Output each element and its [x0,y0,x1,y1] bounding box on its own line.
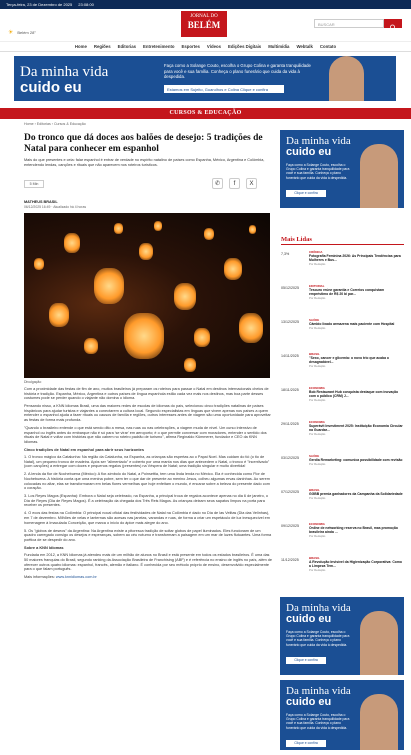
sidebar-ad-line1: Da minha vida [286,602,351,614]
article-lead: Mais do que presentes e ceia: falar espanhol é entrar de verdade no espírito natalino de países como Espanha, México, Argentina e Colômbia, entendendo lendas, canções e rituais que não aparecem nos roteiros turísticos. [24,158,265,167]
search-button[interactable] [384,19,402,28]
sidebar-ad-text: Faça como a Solange Couto, escolha o Grupo Colina e garanta tranquilidade para você e sua família. Conheça o plano funerário que cuida da vida à despedida. [286,630,350,647]
article-photo [24,213,270,378]
banner-line1: Da minha vida [20,64,109,80]
mais-lidas-text [309,386,404,402]
logo-line2: BELÉM [187,20,221,30]
nav-contato[interactable]: Contato [319,44,337,49]
mais-lidas-category: ECONOMIA [309,522,325,526]
banner-text: Faça como a Solange Couto, escolha o Grupo Colina e garanta tranquilidade para você e sua família. Conheça o plano funerário que cuida da vida à despedida. [164,63,311,79]
mais-lidas-text [309,250,404,266]
mais-lidas-title[interactable]: Online de networking reserva no Brasil, mas promoção brasileira ainda ... [309,526,398,534]
more-info [24,575,272,580]
site-logo[interactable] [181,11,227,37]
sidebar-ad-text: Faça como a Solange Couto, escolha o Grupo Colina e garanta tranquilidade para você e sua família. Conheça o plano funerário que cuida da vida à despedida. [286,713,350,730]
paragraph: "Quando o brasileiro entende o que está sendo dito a mesa, nas ruas ou nas celebrações, a viagem muda de nível. Um curso intensivo de espanhol ou inglês antes do embarque não é só para 'se virar' em aeroporto; é o que permite conversar com moradores, entender o sentido dos rituais de Natal e voltar com histórias que não cabem no roteiro padrão de turismo", afirma Reginaldo Kümmerer, fundador e CEO da KNN Idiomas. [24,425,267,444]
sidebar-ad-person-image [360,694,398,750]
mais-lidas-item[interactable] [281,556,404,572]
sidebar-ad-cta[interactable]: Clique e confira [286,190,326,197]
nav-webtalk[interactable]: Webtalk [296,44,313,49]
sidebar-ad-cta[interactable]: Clique e confira [286,740,326,747]
mais-lidas-author: Por Redação [309,568,326,572]
breadcrumb[interactable]: Home › Editorias › Cursos & Educação [24,122,86,126]
subheading: Cinco tradições de Natal em espanhol para abrir seus horizontes [24,446,144,452]
article-body [24,387,272,583]
mais-lidas-item[interactable] [281,318,404,330]
mais-lidas-heading: Mais Lidas [281,236,312,243]
mais-lidas-category: ECONOMIA [309,420,325,424]
mais-lidas-divider [281,244,404,245]
logo-line1: JORNAL DO [190,14,218,19]
article-date: 06/12/2025 16:49 · Atualizado há 4 horas [24,205,87,209]
mais-lidas-category: BRASIL [309,488,320,492]
mais-lidas-category: SAÚDE [309,454,320,458]
mais-lidas-text [309,488,403,500]
sidebar-ad-line1: Da minha vida [286,685,351,697]
photo-caption: Divulgação [24,380,42,384]
mais-lidas-date: 14/11/2025 [281,354,299,358]
nav-home[interactable]: Home [74,44,87,49]
paragraph: 2. A lenda da flor de Nochebuena (México): A flor-símbolo do Natal, a Poinsettia, tem uma linda lenda no México. Ela é conhecida como Flor de Nochebuena. A história conta que uma menina pobre, sem ter o que dar de presente ao menino Jesus, colheu algumas ervas daninhas. Ao serem colocadas no altar, elas se transformaram em belas flores vermelhas que hoje enfeitam o mundo, é encarar sobre a beleza do presente dado com o coração. [24,472,270,491]
sidebar-ad-line2: cuido eu [286,146,332,158]
top-ad-banner[interactable] [14,56,396,101]
article-title: Do tronco que dá doces aos balões de desejo: 5 tradições de Natal para conhecer em espanhol [24,133,263,154]
mais-lidas-text [309,522,404,538]
paragraph: Com a proximidade das festas de fim de ano, muitos brasileiros já preparam os roteiros para passar o Natal em destinos internacionais cheios de história e tradição. Espanha, México, Argentina e outros países de língua espanhola estão cada vez mais nos destinos, mas boa parte desses costumes pode se perder quando o viajante não domina o idioma. [24,387,269,401]
sun-icon: ☀ [8,30,14,36]
reading-time-badge: 5 Min [24,180,44,188]
main-nav [0,41,411,52]
more-info-link[interactable]: www.knnidiomas.com.br [55,575,97,580]
mais-lidas-author: Por Redação [309,534,326,538]
sidebar-ad-top[interactable] [280,130,404,208]
nav-videos[interactable]: Vídeos [206,44,221,49]
x-icon[interactable]: X [246,178,257,189]
article-author[interactable]: MATHEUS BRASIL [24,200,58,204]
current-date: Terça-feira, 23 de Dezembro de 2025 [6,2,73,7]
mais-lidas-date: 7,3% [281,252,290,256]
sidebar-ad-cta[interactable]: Clique e confira [286,657,326,664]
sidebar-ad-line2: cuido eu [286,613,332,625]
mais-lidas-category: BRASIL [309,352,320,356]
mais-lidas-date: 05/12/2025 [281,286,299,290]
mais-lidas-author: Por Redação [309,326,326,330]
current-time: 23:08:00 [78,2,94,7]
mais-lidas-item[interactable] [281,454,404,466]
whatsapp-icon[interactable]: ✆ [212,178,223,189]
more-info-label: Mais informações: [24,575,56,580]
mais-lidas-date: 29/11/2025 [281,422,299,426]
paragraph: Fundada em 2012, a KNN Idiomas já atendeu mais de um milhão de alunos no Brasil e está presente em todos os estados brasileiros. É uma das 50 maiores franquias do Brasil, segundo ranking da Associação Brasileira de Franchising (ABF) e é referência no ensino de inglês no país, além de oferecer outros quatro idiomas: espanhol, francês, alemão e italiano. É conhecida por seu método próprio de ensino, desenvolvido especialmente para o que falam português. [24,553,272,572]
sidebar-ad-line1: Da minha vida [286,135,351,147]
mais-lidas-title[interactable]: Bob Restaurant Hub conquista destaque com inovação com o público (CRM) J... [309,390,399,398]
weather-label: Belém 28° [17,30,36,35]
sidebar-ad-headline [286,686,351,708]
mais-lidas-author: Por Redação [309,296,326,300]
mais-lidas-date: 07/12/2025 [281,490,299,494]
nav-esportes[interactable]: Esportes [181,44,200,49]
paragraph: 1. O tronco mágico da Catalunha: Na região da Catalunha, na Espanha, as crianças são espertas ao o Papai Noel. Mas cuidam do tió (o tio de Natal), um pequeno tronco de madeira. Após ser "alimentado" e coberto por uma manta nos dias que antecedem o Natal, o tronco é "incentivado" (com canções) a entregar com doces e pequenos regalos (presentes) na Véspera de Natal; uma tradição singular e muito divertida! [24,455,270,469]
paragraph: 3. Los Reyes Magos (Espanha): Embora o Natal seja celebrado, na Espanha, a principal troca de regalos acontece apenas no dia 6 de janeiro, o Día de Reyes (Dia de Reyes Magos). É a celebração da chegada dos Três Reis Magos. As crianças deixam seus sapatos limpos na porta para receber os presentes. [24,494,268,508]
mais-lidas-title[interactable]: Gerdia Remarketing: comunica possibilidade com revisão [309,458,403,462]
sidebar-ad-line2: cuido eu [286,696,332,708]
mais-lidas-item[interactable] [281,386,404,402]
mais-lidas-item[interactable] [281,522,404,538]
mais-lidas-category: BRASIL [309,556,320,560]
mais-lidas-text [309,284,404,300]
mais-lidas-item[interactable] [281,488,404,500]
mais-lidas-category: EDITORIAL [309,284,325,288]
share-buttons [212,178,257,189]
mais-lidas-date: 11/12/2025 [281,558,299,562]
facebook-icon[interactable]: f [229,178,240,189]
search-input[interactable]: BUSCAR [314,19,384,28]
mais-lidas-title[interactable]: A Revolução Invisível da Higienização Corporativa: Como a Limpeza Tem... [309,560,402,568]
banner-cta[interactable]: Estamos em Sujeito, Guarulhos e Colina Clique e confira [164,85,284,93]
nav-entretenimento[interactable]: Entretenimento [142,44,175,49]
mais-lidas-title[interactable]: Tesouro reúne garantia e Correios conquistam empréstimo de R$ 20 bi par... [309,288,385,296]
mais-lidas-author: Por Redação [309,432,326,436]
nav-edicoes-digitais[interactable]: Edições Digitais [227,44,262,49]
section-title: CURSOS & EDUCAÇÃO [0,108,411,119]
mais-lidas-date: 09/12/2025 [281,524,299,528]
banner-person-image [329,56,364,101]
mais-lidas-date: 18/11/2025 [281,388,299,392]
top-bar [0,0,411,9]
sidebar-ad-person-image [360,611,398,675]
mais-lidas-item[interactable] [281,284,404,300]
mais-lidas-text [309,420,404,436]
paragraph: 5. Os "globos de deseos" da Argentina: Na Argentina existe a pitoresca tradição de soltar globos de papel iluminados. Eles funcionam de um quadro carregado consigo os desejos e esperanças, sobem ao céu noturno e transformam a paisagem em um mar de luzes flutuantes. Uma forma poética de se despedir do ano. [24,528,272,542]
sidebar-ad-bottom-1[interactable] [280,597,404,675]
mais-lidas-item[interactable] [281,352,404,368]
banner-headline [20,64,108,96]
header-left [8,29,36,36]
sidebar-ad-person-image [360,144,398,208]
mais-lidas-date: 13/12/2025 [281,320,299,324]
mais-lidas-text [309,352,404,368]
mais-lidas-category: CRÔNICA [309,250,323,254]
nav-regioes[interactable]: Regiões [93,44,111,49]
mais-lidas-text [309,454,402,466]
mais-lidas-category: ECONOMIA [309,386,325,390]
mais-lidas-date: 03/12/2025 [281,456,299,460]
mais-lidas-author: Por Redação [309,462,326,466]
sidebar-ad-headline [286,603,351,625]
mais-lidas-author: Por Redação [309,364,326,368]
mais-lidas-category: SAÚDE [309,318,320,322]
mais-lidas-text [309,556,404,572]
mais-lidas-text [309,318,394,330]
search-icon [384,23,402,32]
mais-lidas-item[interactable] [281,420,404,436]
mais-lidas-title[interactable]: Câmbio lixado armazena mais paciente com Hospital [309,322,395,326]
sidebar-ad-bottom-2[interactable] [280,680,404,750]
mais-lidas-title[interactable]: Fotografia Feminina 2026: As Principais Tendências para Mulheres e Bus... [309,254,401,262]
mais-lidas-author: Por Redação [309,496,326,500]
mais-lidas-author: Por Redação [309,262,326,266]
paragraph: 4. O ecos das festas na Colômbia: O principal nocal oficial das festividades de Natal na Colômbia é dado no Día de las Velitas (Dia das Velinhas), em 7 de dezembro. Milhões de velas e lanternas são acesas nas janelas, varandas e ruas, de forma a criar um espetáculo de luz inesquecível em homenagem à Imaculada Conceição, que marca o início do ápice mais alegre do ano. [24,511,270,525]
nav-editorias[interactable]: Editorias [117,44,136,49]
banner-line2: cuido eu [20,79,82,96]
mais-lidas-item[interactable] [281,250,404,266]
mais-lidas-title[interactable]: GGBB premia ganhadores da Campanha da Solidariedade [309,492,403,496]
mais-lidas-author: Por Redação [309,398,326,402]
sidebar-ad-text: Faça como a Solange Couto, escolha o Grupo Colina e garanta tranquilidade para você e sua família. Conheça o plano funerário que cuida da vida à despedida. [286,163,350,180]
sidebar-ad-headline [286,136,351,158]
nav-multimidia[interactable]: Multimídia [268,44,290,49]
paragraph: Pensando nisso, a KNN Idiomas Brasil, uma das maiores redes de escolas de idiomas do país, selecionou cinco tradições natalinas de países hispânicos para ajudar turistas e viajantes a conectarem a cultura local. Segundo especialistas em línguas que vivem apenas nos países a quem entender o espanhol ajuda a fazer rituais ou causos de família e regiões, outros interesses antes de viagem são uma oportunidade para aproveitar as festas de forma mais profunda. [24,404,271,422]
mais-lidas-title[interactable]: "Sexo, cancer e glicemia: o novo trio que acaba o desagradável... [309,356,389,364]
subheading: Sobre a KNN Idiomas [24,544,64,550]
mais-lidas-title[interactable]: Superávit Investiment 2025: Instituição Economia Circular na Guardar... [309,424,403,432]
